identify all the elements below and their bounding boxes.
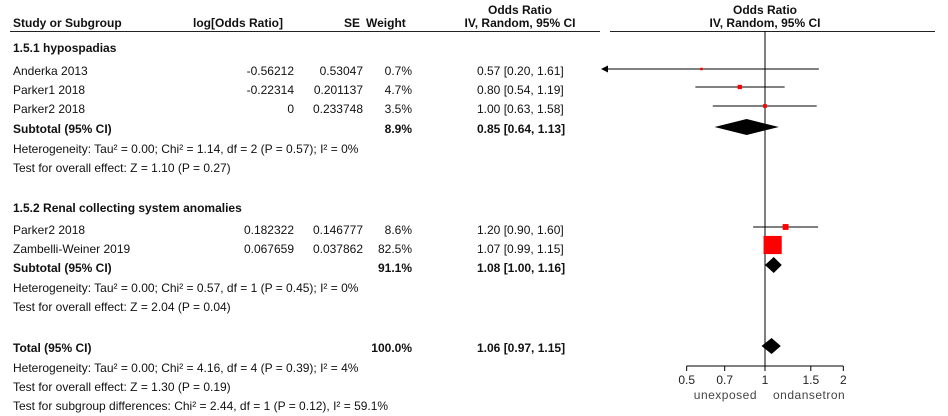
study-se: 0.53047	[319, 64, 363, 78]
subtotal-ci: 1.08 [1.00, 1.16]	[477, 261, 566, 275]
heterogeneity-text: Heterogeneity: Tau² = 0.00; Chi² = 0.57, df = 1 (P = 0.45); I² = 0%	[13, 281, 359, 295]
study-log-or: 0	[287, 102, 294, 116]
x-tick-label: 2	[839, 373, 847, 387]
study-weight: 82.5%	[377, 242, 412, 256]
header-or-top: Odds Ratio	[487, 3, 552, 17]
study-se: 0.233748	[312, 102, 363, 116]
subtotal-weight: 8.9%	[384, 122, 412, 136]
effect-square	[764, 236, 782, 254]
ci-arrow-left	[601, 66, 608, 73]
header-se: SE	[343, 16, 360, 30]
group-title: 1.5.1 hypospadias	[13, 41, 117, 55]
study-log-or: -0.22314	[246, 83, 294, 97]
effect-square	[763, 104, 767, 108]
study-name: Parker2 2018	[13, 223, 86, 237]
x-tick-label: 0.5	[678, 373, 696, 387]
total-ci: 1.06 [0.97, 1.15]	[477, 341, 566, 355]
effect-square	[738, 85, 742, 89]
favours-right-label: ondansetron	[773, 388, 846, 402]
header-study: Study or Subgroup	[13, 16, 122, 30]
heterogeneity-text: Heterogeneity: Tau² = 0.00; Chi² = 1.14, df = 2 (P = 0.57); I² = 0%	[13, 142, 359, 156]
study-ci: 1.20 [0.90, 1.60]	[477, 223, 564, 237]
study-se: 0.146777	[312, 223, 363, 237]
subtotal-weight: 91.1%	[377, 261, 412, 275]
total-weight: 100.0%	[371, 341, 412, 355]
study-ci: 0.80 [0.54, 1.19]	[477, 83, 564, 97]
subtotal-label: Subtotal (95% CI)	[13, 122, 112, 136]
overall-effect-text: Test for overall effect: Z = 2.04 (P = 0.04)	[13, 300, 231, 314]
x-tick-label: 0.7	[716, 373, 734, 387]
total-label: Total (95% CI)	[13, 341, 92, 355]
study-log-or: 0.067659	[243, 242, 294, 256]
study-name: Parker1 2018	[13, 83, 86, 97]
study-ci: 1.00 [0.63, 1.58]	[477, 102, 564, 116]
study-weight: 4.7%	[384, 83, 412, 97]
study-name: Parker2 2018	[13, 102, 86, 116]
effect-square	[783, 224, 789, 230]
pooled-diamond	[765, 257, 782, 273]
header-or-method: IV, Random, 95% CI	[464, 16, 576, 30]
pooled-diamond	[715, 119, 779, 135]
study-weight: 3.5%	[384, 102, 412, 116]
subgroup-differences-text: Test for subgroup differences: Chi² = 2.44, df = 1 (P = 0.12), I² = 59.1%	[13, 399, 389, 413]
study-name: Zambelli-Weiner 2019	[13, 242, 131, 256]
total-heterogeneity-text: Heterogeneity: Tau² = 0.00; Chi² = 4.16, df = 4 (P = 0.39); I² = 4%	[13, 361, 359, 375]
group-title: 1.5.2 Renal collecting system anomalies	[13, 201, 242, 215]
study-name: Anderka 2013	[13, 64, 88, 78]
study-log-or: 0.182322	[243, 223, 294, 237]
header-log-or: log[Odds Ratio]	[193, 16, 283, 30]
pooled-diamond	[762, 338, 781, 354]
header-plot-method: IV, Random, 95% CI	[709, 16, 821, 30]
study-se: 0.201137	[313, 83, 363, 97]
header-plot-top: Odds Ratio	[732, 3, 797, 17]
subtotal-label: Subtotal (95% CI)	[13, 261, 112, 275]
overall-effect-text: Test for overall effect: Z = 1.10 (P = 0.27)	[13, 161, 231, 175]
study-weight: 0.7%	[384, 64, 412, 78]
effect-square	[700, 68, 703, 71]
study-weight: 8.6%	[384, 223, 412, 237]
total-overall-effect-text: Test for overall effect: Z = 1.30 (P = 0.19)	[13, 380, 231, 394]
x-tick-label: 1.5	[802, 373, 820, 387]
favours-left-label: unexposed	[693, 388, 757, 402]
study-se: 0.037862	[312, 242, 363, 256]
study-ci: 1.07 [0.99, 1.15]	[477, 242, 564, 256]
study-ci: 0.57 [0.20, 1.61]	[477, 64, 564, 78]
study-log-or: -0.56212	[246, 64, 294, 78]
subtotal-ci: 0.85 [0.64, 1.13]	[477, 122, 566, 136]
header-weight: Weight	[366, 16, 406, 30]
x-tick-label: 1	[761, 373, 769, 387]
